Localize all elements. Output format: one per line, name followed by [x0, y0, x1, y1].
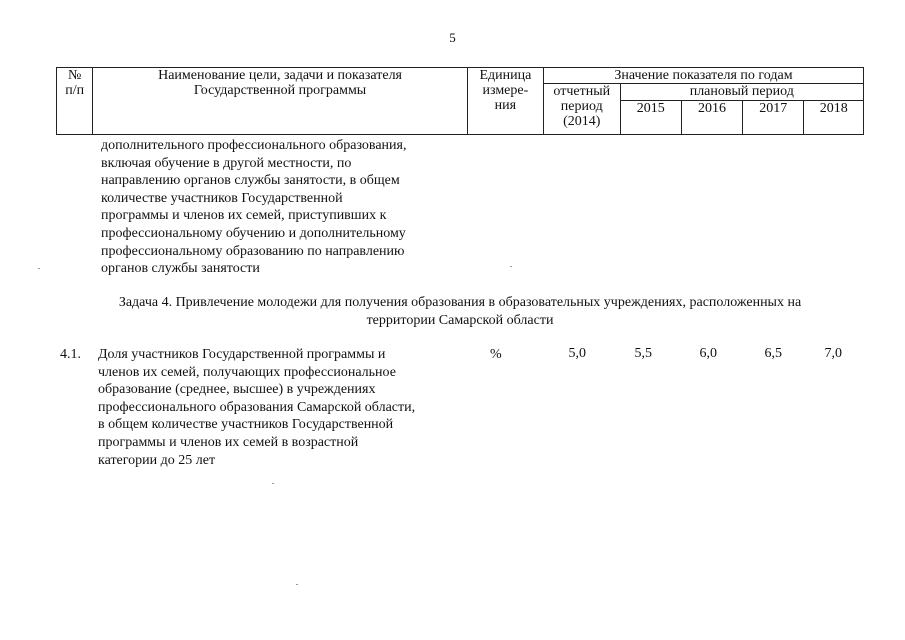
task-heading: Задача 4. Привлечение молодежи для получения образования в образовательных учреждениях, расположенных на территории Самарской области	[118, 295, 802, 328]
scan-speck	[510, 266, 512, 267]
scan-speck	[272, 483, 274, 484]
row-value-2017: 6,5	[764, 346, 782, 361]
continued-indicator-text: дополнительного профессионального образования, включая обучение в другой местности, по направлению органов службы занятости, в общем количестве участников Государственной программы и членов их семей, приступивших к профессиональному обучению и дополнительному профессиональному образованию по направлению органов службы занятости	[101, 138, 407, 277]
header-year-2015: 2015	[620, 101, 681, 135]
header-year-2016: 2016	[681, 101, 742, 135]
row-number: 4.1.	[60, 347, 81, 362]
row-unit: %	[490, 347, 502, 362]
header-col-plan: плановый период	[620, 84, 863, 101]
header-col-values: Значение показателя по годам	[543, 68, 863, 84]
scan-speck	[296, 584, 298, 585]
row-value-2015: 5,5	[634, 346, 652, 361]
header-col-name: Наименование цели, задачи и показателя Государственной программы	[93, 68, 468, 135]
indicator-table-header	[56, 67, 864, 135]
row-value-2016: 6,0	[699, 346, 717, 361]
header-col-num: № п/п	[57, 68, 93, 135]
row-value-report: 5,0	[568, 346, 586, 361]
header-col-report: отчетный период (2014)	[543, 84, 620, 135]
header-year-2017: 2017	[743, 101, 804, 135]
header-col-unit: Единица измере- ния	[467, 68, 543, 135]
row-value-2018: 7,0	[824, 346, 842, 361]
page-number: 5	[449, 30, 456, 45]
scan-speck	[38, 268, 40, 269]
header-year-2018: 2018	[804, 101, 864, 135]
row-indicator-name: Доля участников Государственной программы и членов их семей, получающих профессиональное образование (среднее, высшее) в учреждениях профессионального образования Самарской области, в общем количестве участников Государственной программы и членов их семей в возрастной категории до 25 лет	[98, 347, 416, 468]
